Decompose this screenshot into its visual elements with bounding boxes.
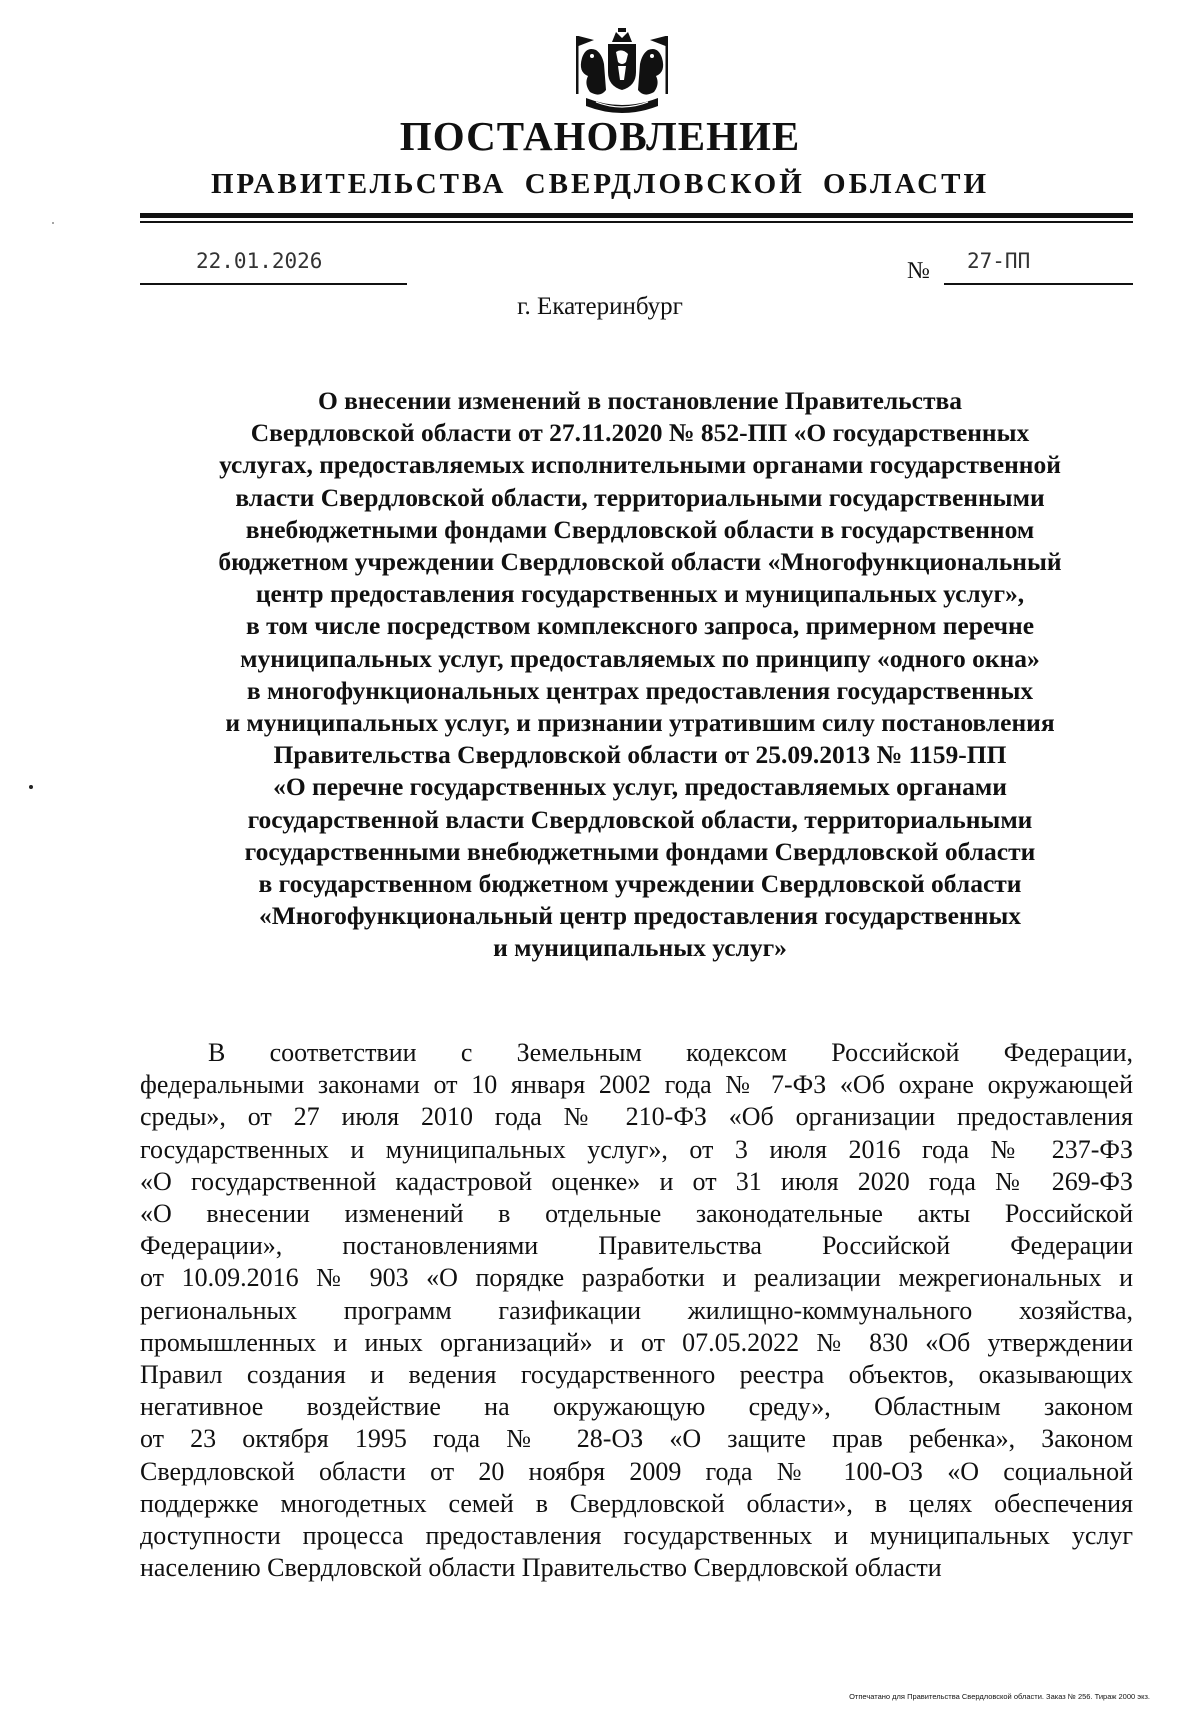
issuing-authority: ПРАВИТЕЛЬСТВА СВЕРДЛОВСКОЙ ОБЛАСТИ: [210, 168, 990, 200]
heading-line: О внесении изменений в постановление Правительства: [317, 386, 963, 415]
body-line: от 10.09.2016 № 903 «О порядке разработки и реализации межрегиональных и: [140, 1263, 1133, 1293]
body-line: Федерации», постановлениями Правительства Российской Федерации: [140, 1231, 1133, 1261]
body-line: негативное воздействие на окружающую среду», Областным законом: [140, 1392, 1133, 1422]
body-line: «О государственной кадастровой оценке» и от 31 июля 2020 года № 269-ФЗ: [140, 1166, 1133, 1196]
body-paragraph: [140, 1037, 1133, 1584]
scan-speck: [52, 222, 54, 224]
body-line: федеральными законами от 10 января 2002 года № 7-ФЗ «Об охране окружающей: [140, 1070, 1133, 1100]
header-rule-thick: [140, 213, 1133, 218]
body-line: от 23 октября 1995 года № 28-ОЗ «О защите прав ребенка», Законом: [140, 1424, 1133, 1454]
date-underline: [140, 283, 407, 285]
body-line: поддержке многодетных семей в Свердловской области», в целях обеспечения: [140, 1488, 1133, 1518]
heading-line: и муниципальных услуг»: [493, 933, 787, 963]
heading-line: в многофункциональных центрах предоставления государственных: [246, 675, 1034, 705]
heading-line: в государственном бюджетном учреждении Свердловской области: [258, 869, 1022, 899]
heading-line: «О перечне государственных услуг, предоставляемых органами: [273, 772, 1007, 802]
number-sign: №: [907, 258, 930, 284]
document-type-title: ПОСТАНОВЛЕНИЕ: [399, 113, 801, 159]
heading-line: Правительства Свердловской области от 25.09.2013 № 1159-ПП: [273, 740, 1007, 770]
body-line: государственных и муниципальных услуг», от 3 июля 2016 года № 237-ФЗ: [140, 1134, 1133, 1164]
body-line: населению Свердловской области Правительство Свердловской области: [140, 1553, 942, 1583]
heading-line: бюджетном учреждении Свердловской области «Многофункциональный: [218, 547, 1062, 577]
body-line: Свердловской области от 20 ноября 2009 года № 100-ОЗ «О социальной: [140, 1456, 1133, 1486]
body-line: В соответствии с Земельным кодексом Российской Федерации,: [208, 1038, 1133, 1067]
heading-line: центр предоставления государственных и муниципальных услуг»,: [255, 579, 1025, 609]
heading-line: услугах, предоставляемых исполнительными органами государственной: [219, 450, 1061, 480]
heading-line: в том числе посредством комплексного запроса, примерном перечне: [245, 611, 1035, 641]
city: г. Екатеринбург: [517, 293, 683, 320]
heading-line: государственной власти Свердловской области, территориальными: [247, 804, 1033, 834]
header-rule-thin: [140, 221, 1133, 223]
body-line: региональных программ газификации жилищно-коммунального хозяйства,: [140, 1295, 1133, 1325]
body-line: Правил создания и ведения государственного реестра объектов, оказывающих: [140, 1360, 1133, 1390]
heading-line: и муниципальных услуг, и признании утратившим силу постановления: [225, 708, 1055, 738]
document-number: 27-ПП: [967, 249, 1031, 273]
body-line: среды», от 27 июля 2010 года № 210-ФЗ «Об организации предоставления: [140, 1102, 1133, 1132]
body-line: «О внесении изменений в отдельные законодательные акты Российской: [140, 1199, 1133, 1229]
document-heading: [150, 385, 1130, 965]
heading-line: государственными внебюджетными фондами Свердловской области: [244, 836, 1036, 866]
heading-line: «Многофункциональный центр предоставления государственных: [258, 901, 1022, 931]
heading-line: внебюджетными фондами Свердловской области в государственном: [245, 514, 1035, 544]
heading-line: власти Свердловской области, территориальными государственными: [235, 482, 1045, 512]
heading-line: муниципальных услуг, предоставляемых по принципу «одного окна»: [240, 643, 1040, 673]
body-line: промышленных и иных организаций» и от 07.05.2022 № 830 «Об утверждении: [140, 1327, 1133, 1357]
body-line: доступности процесса предоставления государственных и муниципальных услуг: [140, 1521, 1133, 1551]
scan-speck: [29, 785, 33, 789]
heading-line: Свердловской области от 27.11.2020 № 852-ПП «О государственных: [250, 418, 1030, 448]
coat-of-arms-icon: [572, 28, 672, 118]
print-imprint: Отпечатано для Правительства Свердловской области. Заказ № 256. Тираж 2000 экз.: [849, 1692, 1150, 1701]
document-date: 22.01.2026: [196, 249, 323, 273]
number-underline: [944, 283, 1133, 285]
